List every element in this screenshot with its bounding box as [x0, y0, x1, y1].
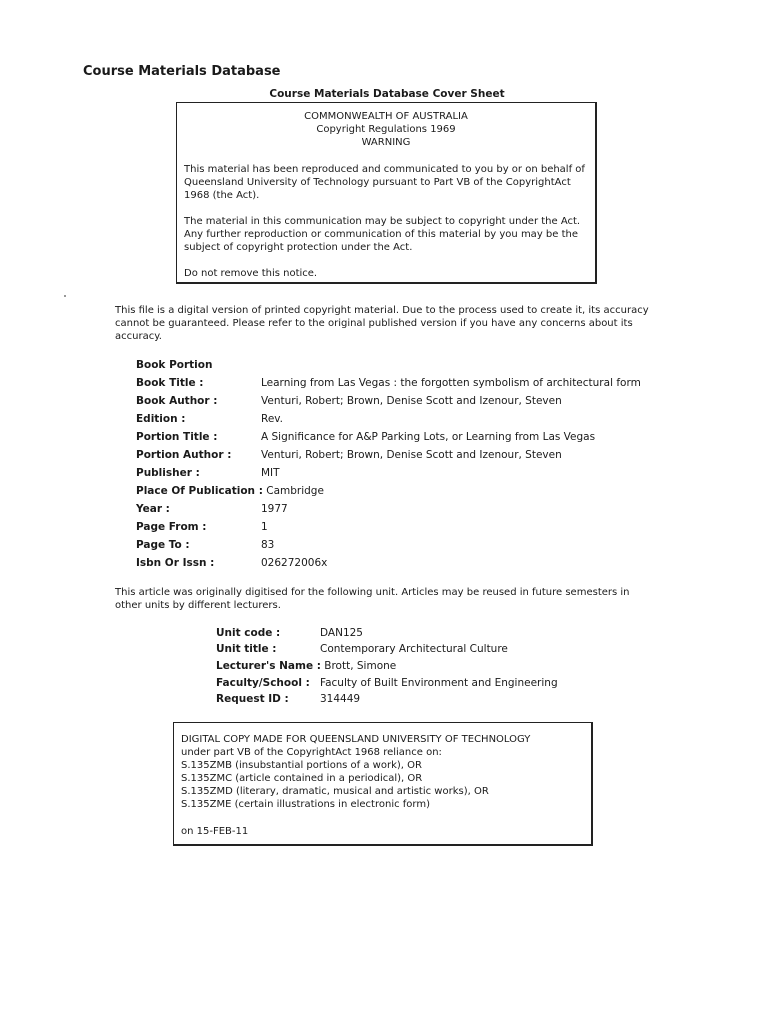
field-label: Request ID :	[216, 693, 289, 705]
digital-copy-line: under part VB of the CopyrightAct 1968 reliance on:	[181, 747, 442, 758]
field-label: Portion Author :	[136, 449, 232, 461]
field-label: Place Of Publication :	[136, 485, 263, 497]
field-label: Portion Title :	[136, 431, 218, 443]
field-portion-author	[136, 446, 562, 464]
digital-copy-line: S.135ZME (certain illustrations in electronic form)	[181, 799, 430, 810]
field-value: 1977	[261, 503, 288, 515]
field-faculty	[216, 675, 558, 692]
field-request-id	[216, 691, 361, 708]
field-lecturer	[216, 658, 396, 675]
field-publisher	[136, 464, 280, 482]
scan-speck	[64, 295, 66, 297]
digital-copy-line: S.135ZMD (literary, dramatic, musical and artistic works), OR	[181, 786, 489, 797]
page-title: Course Materials Database	[83, 64, 281, 79]
field-value: 026272006x	[261, 557, 328, 569]
digital-copy-statement	[181, 733, 530, 811]
field-page-to	[136, 536, 275, 554]
field-label: Publisher :	[136, 467, 200, 479]
field-label: Book Title :	[136, 377, 204, 389]
field-value: Cambridge	[266, 485, 324, 497]
field-label: Unit title :	[216, 643, 277, 655]
field-label: Book Author :	[136, 395, 218, 407]
field-label: Page From :	[136, 521, 207, 533]
book-portion-label: Book Portion	[136, 359, 213, 371]
field-value: Rev.	[261, 413, 284, 425]
unit-notice: This article was originally digitised for the following unit. Articles may be reused in future semesters in other units by different lecturers.	[115, 587, 630, 611]
warning-paragraph-2: The material in this communication may be subject to copyright under the Act. Any further reproduction or communication of this material by you may be the subject of copyright protection under the Act.	[184, 216, 581, 253]
field-page-from	[136, 518, 268, 536]
field-label: Isbn Or Issn :	[136, 557, 215, 569]
field-value: DAN125	[320, 627, 363, 639]
field-value: Venturi, Robert; Brown, Denise Scott and Izenour, Steven	[261, 395, 562, 407]
field-label: Faculty/School :	[216, 677, 310, 689]
field-portion-title	[136, 428, 596, 446]
digital-copy-box	[173, 722, 593, 846]
field-label: Unit code :	[216, 627, 281, 639]
digital-version-notice: This file is a digital version of printed copyright material. Due to the process used to create it, its accuracy cannot be guaranteed. Please refer to the original published version if you have any concerns about its accuracy.	[115, 305, 649, 342]
field-value: Learning from Las Vegas : the forgotten symbolism of architectural form	[261, 377, 641, 389]
digital-copy-date: on 15-FEB-11	[181, 826, 249, 837]
field-value: Venturi, Robert; Brown, Denise Scott and Izenour, Steven	[261, 449, 562, 461]
field-place-of-publication	[136, 482, 324, 500]
field-label: Year :	[136, 503, 170, 515]
field-label: Lecturer's Name :	[216, 660, 321, 672]
warning-paragraph-1: This material has been reproduced and communicated to you by or on behalf of Queensland University of Technology pursuant to Part VB of the CopyrightAct 1968 (the Act).	[184, 164, 585, 201]
digital-copy-line: S.135ZMC (article contained in a periodical), OR	[181, 773, 423, 784]
warning-heading: WARNING	[361, 137, 411, 148]
field-value: 83	[261, 539, 275, 551]
field-value: 314449	[320, 693, 361, 705]
field-value: 1	[261, 521, 268, 533]
warning-country: COMMONWEALTH OF AUSTRALIA	[304, 111, 468, 122]
field-value: MIT	[261, 467, 280, 479]
cover-sheet-title: Course Materials Database Cover Sheet	[269, 88, 505, 100]
field-value: Faculty of Built Environment and Engineering	[320, 677, 558, 689]
field-unit-title	[216, 641, 508, 658]
field-value: Brott, Simone	[324, 660, 397, 672]
field-label: Page To :	[136, 539, 190, 551]
digital-copy-line: DIGITAL COPY MADE FOR QUEENSLAND UNIVERSITY OF TECHNOLOGY	[181, 734, 531, 745]
copyright-warning-box	[176, 102, 597, 284]
field-book-title	[136, 374, 641, 392]
digital-copy-line: S.135ZMB (insubstantial portions of a work), OR	[181, 760, 422, 771]
field-book-author	[136, 392, 562, 410]
warning-notice: Do not remove this notice.	[184, 268, 318, 279]
warning-regulations: Copyright Regulations 1969	[316, 124, 456, 135]
field-value: Contemporary Architectural Culture	[320, 643, 508, 655]
field-unit-code	[216, 625, 363, 642]
book-portion-heading	[136, 356, 212, 374]
field-value: A Significance for A&P Parking Lots, or Learning from Las Vegas	[261, 431, 596, 443]
field-edition	[136, 410, 284, 428]
field-year	[136, 500, 288, 518]
field-label: Edition :	[136, 413, 186, 425]
field-isbn	[136, 554, 328, 572]
